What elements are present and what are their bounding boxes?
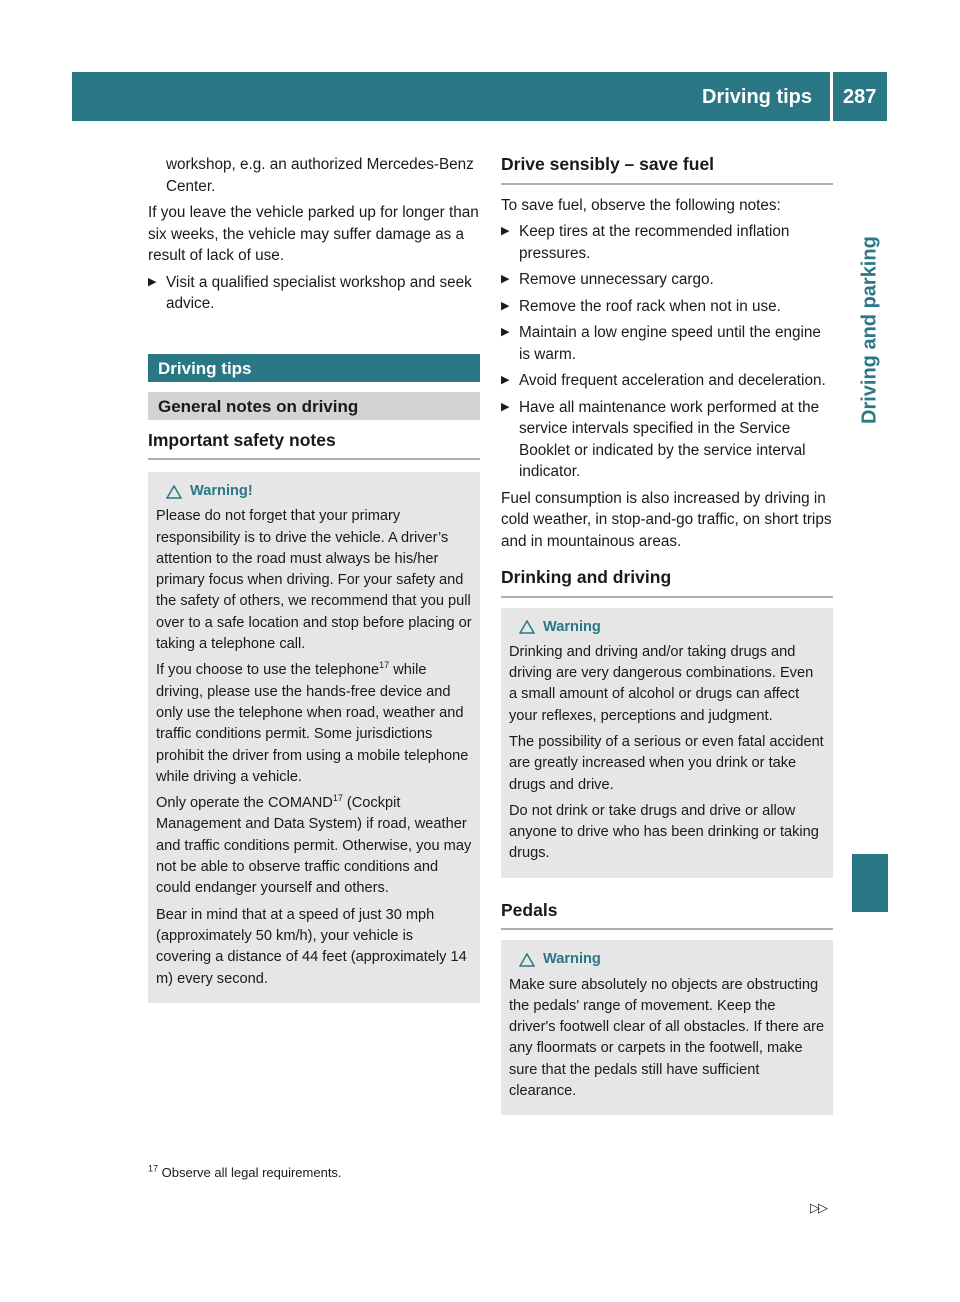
warning-p3-end: (Cockpit Management and Data System) if road, weather and traffic conditions permit. Otherwise, you may not be able to observe traffic conditions and could endanger yourself and others. [156,795,472,897]
continue-icon: ▷▷ [810,1200,826,1215]
pedals-warning-box [501,940,833,1115]
step-arrow-icon: ▶ [148,275,157,288]
drinking-p2: The possibility of a serious or even fatal accident are greatly increased when you drink or take drugs and drive. [509,733,824,793]
general-notes-heading: General notes on driving [148,392,480,420]
fuel-step [501,322,833,365]
safety-notes-heading: Important safety notes [148,430,480,461]
footnote-ref: 17 [379,660,390,671]
fuel-step [501,397,833,483]
footnote-number: 17 [148,1163,159,1174]
visit-step-text: Visit a qualified specialist workshop and seek advice. [166,273,472,312]
right-column [501,154,833,1115]
warning-p1: Please do not forget that your primary responsibility is to drive the vehicle. A driver’s attention to the road must always be his/her primary focus when driving. For your safety and the safety of others, we recommend that you pull over to a safe location and stop before placing or taking a telephone call. [156,508,472,653]
page-number: 287 [843,86,877,108]
footnote-text: Observe all legal requirements. [158,1165,342,1180]
footnote-ref: 17 [332,793,343,804]
parked-paragraph: If you leave the vehicle parked up for longer than six weeks, the vehicle may suffer damage as a result of lack of use. [148,204,479,264]
pedals-p1: Make sure absolutely no objects are obstructing the pedals' range of movement. Keep the driver's footwell clear of all obstacles. If there are any floormats or carpets in the footwell, make sure that the pedals still have sufficient clearance. [509,976,825,1100]
fuel-step-text: Avoid frequent acceleration and deceleration. [519,372,826,389]
section-tab-marker [852,854,888,912]
warning-p3-start: Only operate the COMAND [156,795,333,812]
page-title: Driving tips [702,86,813,108]
fuel-paragraph: Fuel consumption is also increased by driving in cold weather, in stop-and-go traffic, on short trips and in mountainous areas. [501,489,832,550]
warning-p2 [156,660,472,788]
warning-p2-start: If you choose to use the telephone [156,662,380,679]
step-arrow-icon: ▶ [501,273,510,285]
drinking-warning-box [501,608,833,878]
fuel-heading: Drive sensibly – save fuel [501,154,833,185]
warning-title [166,481,472,502]
warning-p3 [156,793,472,899]
fuel-step [501,221,833,264]
drinking-p1: Drinking and driving and/or taking drugs and driving are very dangerous combinations. Even a small amount of alcohol or drugs can affect your reflexes, perceptions and judgment. [509,643,814,724]
safety-warning-box [148,472,480,1003]
warning-title-text: Warning! [190,483,253,499]
warning-triangle-icon [519,953,535,967]
step-arrow-icon: ▶ [501,299,510,312]
fuel-step-text: Remove the roof rack when not in use. [519,297,781,315]
warning-title [519,949,825,970]
pedals-heading: Pedals [501,900,833,931]
fuel-step-text: Remove unnecessary cargo. [519,271,714,288]
warning-triangle-icon [166,485,182,499]
left-column [148,154,480,1003]
visit-step [148,272,480,315]
fuel-step-text: Keep tires at the recommended inflation pressures. [519,223,790,262]
warning-p2-end: while driving, please use the hands-free device and only use the telephone when road, weather and traffic conditions permit. Some jurisdictions prohibit the driver from using a mobile telephone while driving a vehicle. [156,662,469,785]
warning-title-text: Warning [543,951,601,968]
fuel-step-text: Maintain a low engine speed until the engine is warm. [519,324,821,363]
section-tab-label: Driving and parking [858,236,881,424]
fuel-intro: To save fuel, observe the following notes: [501,196,781,214]
fuel-step [501,370,833,392]
step-arrow-icon: ▶ [501,374,510,386]
step-arrow-icon: ▶ [501,326,510,338]
header-divider [830,72,833,121]
step-arrow-icon: ▶ [501,400,510,413]
footnote [148,1165,342,1180]
warning-title-text: Warning [543,618,601,635]
intro-continuation: workshop, e.g. an authorized Mercedes-Benz Center. [166,156,474,195]
fuel-step [501,269,833,291]
fuel-step-text: Have all maintenance work performed at the service intervals specified in the Service Booklet or indicated by the service interval indicator. [519,398,820,480]
warning-title [519,617,825,638]
driving-tips-heading: Driving tips [148,354,480,382]
step-arrow-icon: ▶ [501,225,510,237]
drinking-p3: Do not drink or take drugs and drive or allow anyone to drive who has been drinking or taking drugs. [509,802,819,862]
warning-triangle-icon [519,620,535,634]
drinking-heading: Drinking and driving [501,567,833,598]
fuel-step [501,296,833,318]
fuel-steps-list [501,221,833,483]
warning-p4: Bear in mind that at a speed of just 30 mph (approximately 50 km/h), your vehicle is covering a distance of 44 feet (approximately 14 m) every second. [156,906,467,987]
